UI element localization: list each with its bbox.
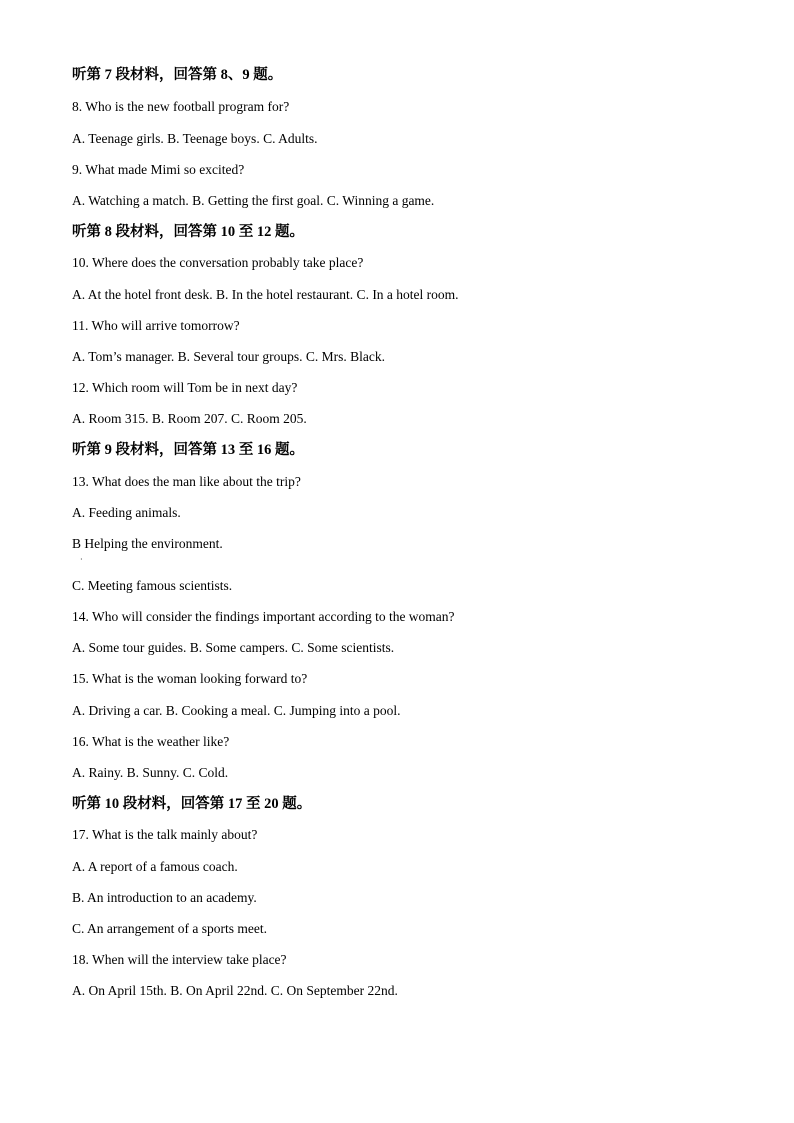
option-17c: C. An arrangement of a sports meet. — [72, 921, 267, 936]
options-9: A. Watching a match. B. Getting the first goal. C. Winning a game. — [72, 193, 435, 208]
question-11: 11. Who will arrive tomorrow? — [72, 318, 240, 333]
question-8: 8. Who is the new football program for? — [72, 99, 290, 114]
option-13b: B Helping the environment. — [72, 536, 223, 551]
option-13c: C. Meeting famous scientists. — [72, 578, 233, 593]
question-15: 15. What is the woman looking forward to? — [72, 671, 308, 686]
question-10: 10. Where does the conversation probably take place? — [72, 255, 364, 270]
question-16: 16. What is the weather like? — [72, 734, 230, 749]
option-17a: A. A report of a famous coach. — [72, 859, 238, 874]
option-17b: B. An introduction to an academy. — [72, 890, 257, 905]
question-9: 9. What made Mimi so excited? — [72, 162, 245, 177]
option-13a: A. Feeding animals. — [72, 505, 181, 520]
options-10: A. At the hotel front desk. B. In the hotel restaurant. C. In a hotel room. — [72, 287, 459, 302]
options-11: A. Tom’s manager. B. Several tour groups. C. Mrs. Black. — [72, 349, 386, 364]
options-15: A. Driving a car. B. Cooking a meal. C. Jumping into a pool. — [72, 703, 401, 718]
question-18: 18. When will the interview take place? — [72, 952, 287, 967]
options-18: A. On April 15th. B. On April 22nd. C. On September 22nd. — [72, 983, 398, 998]
question-14: 14. Who will consider the findings important according to the woman? — [72, 609, 455, 624]
options-12: A. Room 315. B. Room 207. C. Room 205. — [72, 411, 307, 426]
section-heading: 听第 7 段材料，回答第 8、9 题。 — [72, 67, 283, 83]
options-14: A. Some tour guides. B. Some campers. C. Some scientists. — [72, 640, 395, 655]
section-heading: 听第 10 段材料，回答第 17 至 20 题。 — [72, 796, 312, 812]
options-8: A. Teenage girls. B. Teenage boys. C. Adults. — [72, 131, 318, 146]
section-heading: 听第 9 段材料，回答第 13 至 16 题。 — [72, 442, 304, 458]
section-heading: 听第 8 段材料，回答第 10 至 12 题。 — [72, 224, 304, 240]
question-17: 17. What is the talk mainly about? — [72, 827, 258, 842]
stray-dot: · — [80, 555, 83, 564]
options-16: A. Rainy. B. Sunny. C. Cold. — [72, 765, 229, 780]
question-13: 13. What does the man like about the trip? — [72, 474, 301, 489]
question-12: 12. Which room will Tom be in next day? — [72, 380, 298, 395]
